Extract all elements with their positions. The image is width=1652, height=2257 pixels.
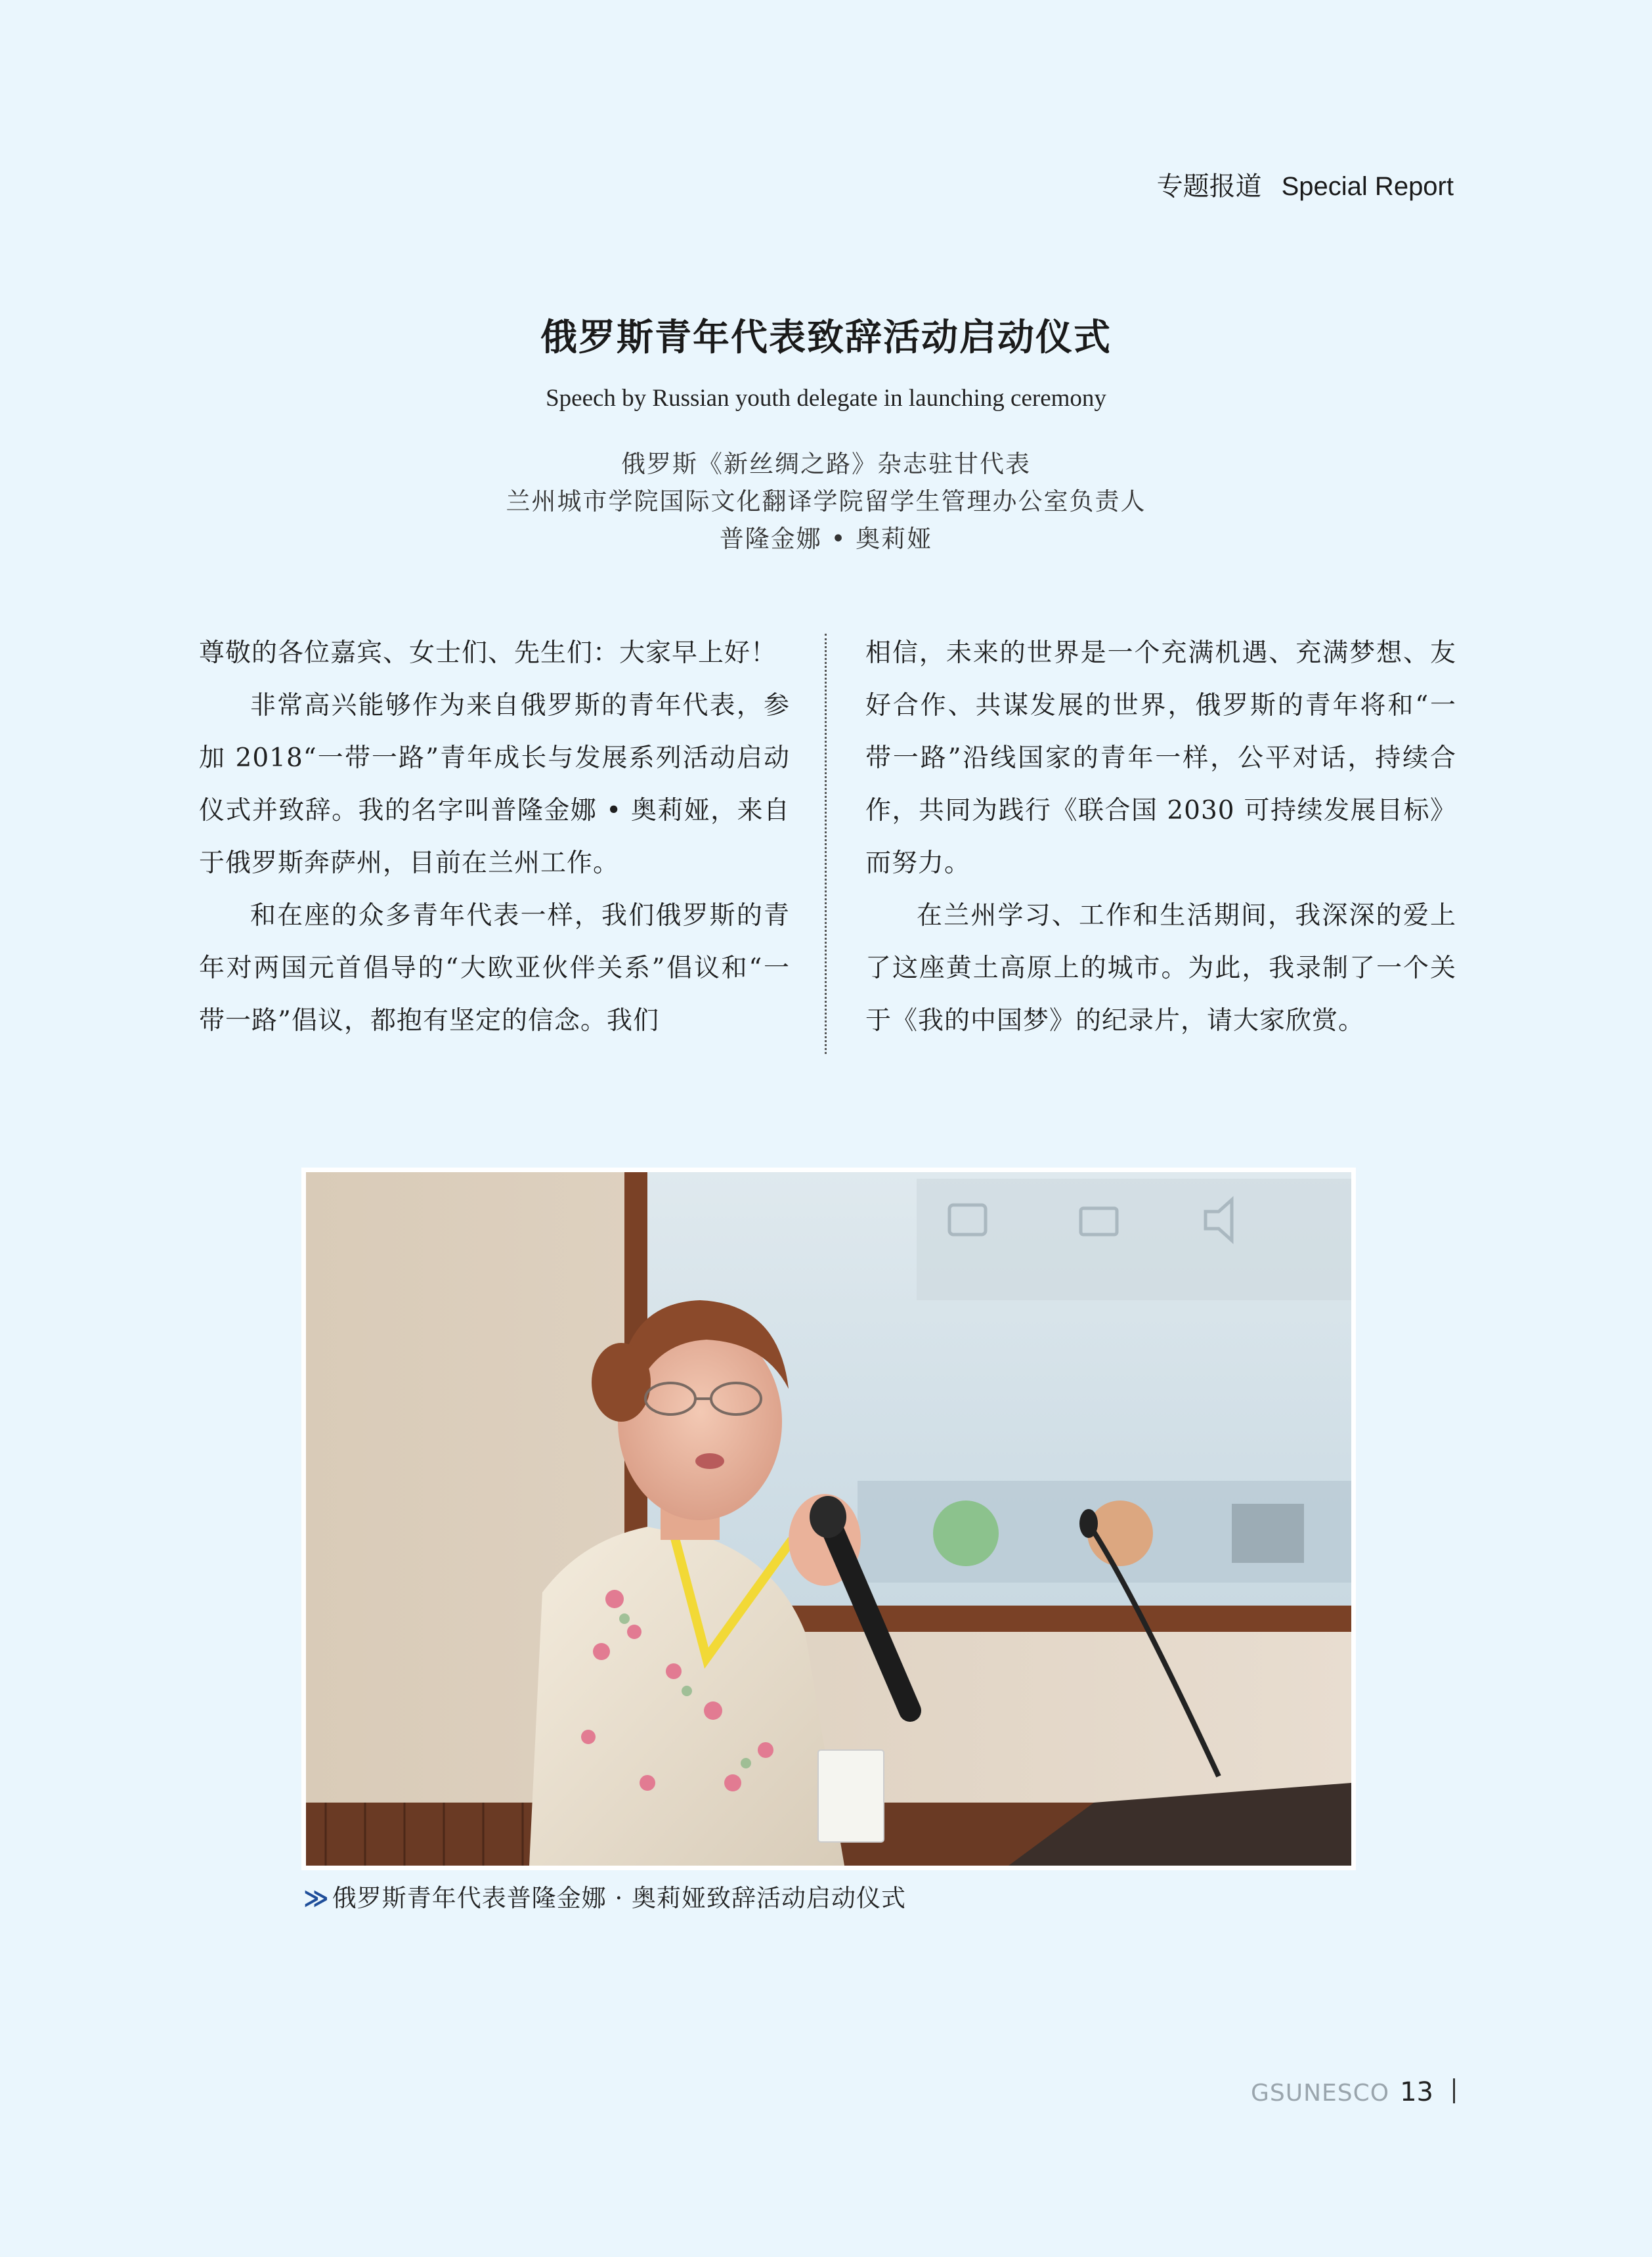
speaker-photo-illustration bbox=[306, 1172, 1351, 1866]
column-divider bbox=[825, 634, 827, 1054]
caption-marker: ≫ bbox=[303, 1884, 330, 1912]
body-paragraph: 在兰州学习、工作和生活期间，我深深的爱上了这座黄土高原上的城市。为此，我录制了一个关于《我的中国梦》的纪录片，请大家欣赏。 bbox=[865, 901, 1456, 1036]
byline-author: 普隆金娜 • 奥莉娅 bbox=[719, 525, 933, 553]
caption-text: 俄罗斯青年代表普隆金娜 · 奥莉娅致辞活动启动仪式 bbox=[332, 1884, 907, 1912]
greeting-paragraph: 尊敬的各位嘉宾、女士们、先生们：大家早上好！ bbox=[199, 638, 777, 668]
section-label bbox=[1157, 165, 1454, 203]
photo-caption bbox=[303, 1878, 906, 1914]
article-subtitle: Speech by Russian youth delegate in launching ceremony bbox=[546, 385, 1106, 412]
page-footer bbox=[1251, 2077, 1455, 2107]
section-label-cn: 专题报道 bbox=[1156, 171, 1262, 202]
byline-line-1: 俄罗斯《新丝绸之路》杂志驻甘代表 bbox=[621, 450, 1031, 478]
right-column bbox=[865, 627, 1456, 1047]
body-paragraph: 和在座的众多青年代表一样，我们俄罗斯的青年对两国元首倡导的“大欧亚伙伴关系”倡议和“一带一路”倡议，都抱有坚定的信念。我们 bbox=[199, 901, 790, 1036]
page-number: 13 bbox=[1400, 2077, 1433, 2107]
article-title: 俄罗斯青年代表致辞活动启动仪式 bbox=[540, 317, 1112, 359]
left-column bbox=[199, 627, 790, 1047]
body-paragraph: 非常高兴能够作为来自俄罗斯的青年代表，参加 2018“一带一路”青年成长与发展系列活动启动仪式并致辞。我的名字叫普隆金娜 • 奥莉娅，来自于俄罗斯奔萨州，目前在兰州工作。 bbox=[199, 691, 790, 878]
byline-line-2: 兰州城市学院国际文化翻译学院留学生管理办公室负责人 bbox=[506, 487, 1146, 515]
byline bbox=[0, 445, 1652, 558]
body-paragraph: 相信，未来的世界是一个充满机遇、充满梦想、友好合作、共谋发展的世界，俄罗斯的青年将和“一带一路”沿线国家的青年一样，公平对话，持续合作，共同为践行《联合国 2030 可持续发展目标》而努力。 bbox=[865, 638, 1456, 878]
section-label-en: Special Report bbox=[1281, 172, 1454, 201]
footer-divider bbox=[1453, 2078, 1455, 2103]
footer-brand: GSUNESCO bbox=[1250, 2080, 1390, 2107]
speaker-photo bbox=[301, 1168, 1356, 1870]
